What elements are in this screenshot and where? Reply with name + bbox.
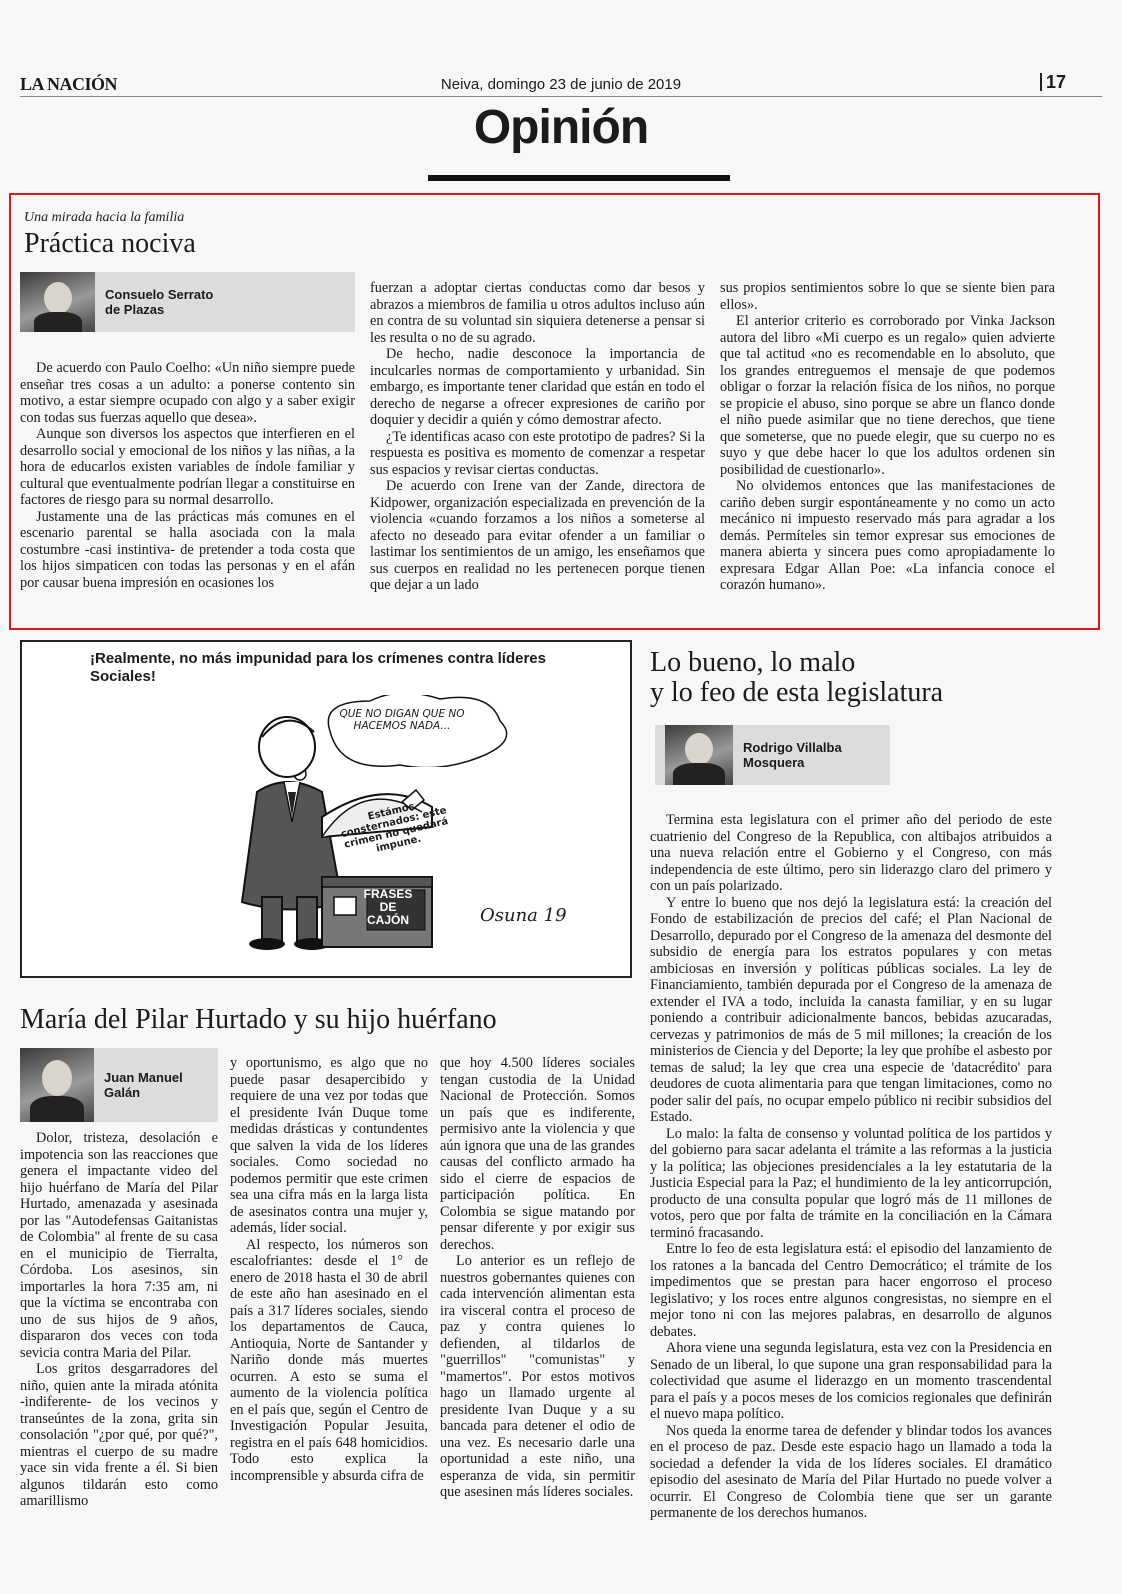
paragraph: Ahora viene una segunda legislatura, esta vez con la Presidencia en Senado de un liberal, lo que supone una gran responsabilidad para la colectividad que asume el liderazgo en un momento trascendental para el país y a pocos meses de los comicios regionales que definirán el nuevo mapa político. <box>650 1340 1052 1422</box>
author-photo <box>20 1048 94 1122</box>
paragraph: ¿Te identificas acaso con este prototipo de padres? Si la respuesta es positiva es momento de comenzar a respetar sus espacios y revisar ciertas conductas. <box>370 428 705 478</box>
paragraph: El anterior criterio es corroborado por Vinka Jackson autora del libro «Mi cuerpo es un regalo» quien advierte que tal actitud «no es recomendable en lo absoluto, que los grandes entreguemos el mensaje de que podemos obligar o forzar la relación física de los niños, no porque se propicie el abuso, sino porque se abre un flanco donde el niño puede asimilar que no tiene derechos, que tiene que someterse, que no puede elegir, que su cuerpo no es suyo y que debe hacer lo que los adultos ordenen sin posibilidad de cuestionarlo». <box>720 313 1055 478</box>
paragraph: sus propios sentimientos sobre lo que se siente bien para ellos». <box>720 280 1055 313</box>
article2-title: María del Pilar Hurtado y su hijo huérfano <box>20 1004 497 1035</box>
article1-title: Práctica nociva <box>24 228 196 259</box>
paragraph: Y entre lo bueno que nos dejó la legislatura está: la creación del Fondo de estabilización de precios del café; el Plan Nacional de Desarrollo, depurado por el Congreso de la amenaza del desmonte del subsidio de energía para los estratos populares y con metas ambiciosas en inversión y políticas públicas sociales. La ley de Financiamiento, también depurada por el Congreso de la amenaza de extender el IVA a todo, incluida la canasta familiar, y en su lugar poniendo a contribuir adicionalmente bancos, bebidas azucaradas, cervezas y patrimonios de más de 5 mil millones; la creación de los ministerios de Ciencia y del Deporte; la ley que prohíbe el asbesto por temas de salud; la ley que crea una especie de 'datacrédito' para deudores de cuota alimentaria para que tengan limitaciones, como no poder salir del país, no ocupar empelo público ni recibir subsidios del Estado. <box>650 894 1052 1125</box>
article1-kicker: Una mirada hacia la familia <box>24 210 185 225</box>
article1-author: Consuelo Serrato de Plazas <box>105 287 214 317</box>
chest-label: Estámos consternados: este crimen no quedará impune. <box>339 801 450 855</box>
article2-column-2 <box>230 1055 428 1484</box>
author-photo <box>20 272 95 332</box>
article1-column-2 <box>370 280 705 594</box>
paragraph: Al respecto, los números son escalofriantes: desde el 1° de enero de 2018 hasta el 30 de abril de este año han asesinado en el país a 317 líderes sociales, siendo los departamentos de Cauca, Antioquia, Norte de Santander y Nariño donde más muertes ocurren. A esto se suma el aumento de la violencia política en el país que, según el Centro de Investigación Popular Jesuita, registra en el país 648 homicidios. Todo esto explica la incomprensible y absurda cifra de <box>230 1236 428 1484</box>
article3-byline <box>655 725 890 785</box>
masthead-divider <box>20 96 1102 97</box>
paragraph: De acuerdo con Irene van der Zande, directora de Kidpower, organización especializada en prevención de la violencia «cuando forzamos a los niños a someterse al afecto no deseado para evitar ofender a un familiar o lastimar los sentimientos de un amigo, les enseñamos que sus cuerpos en realidad no les pertenecen porque tienen que dejar a un lado <box>370 478 705 593</box>
cartoonist-signature: Osuna 19 <box>480 905 567 926</box>
page-number: 17 <box>1040 73 1066 91</box>
paragraph: Termina esta legislatura con el primer año del periodo de este cuatrienio del Congreso de la Republica, con altibajos atribuidos a una nueva relación entre el Gobierno y el Congreso, con más independencia de este último, pero sin liderazgo claro del primero y con un país polarizado. <box>650 812 1052 894</box>
paragraph: Dolor, tristeza, desolación e impotencia son las reacciones que genera el impactante video del hijo huérfano de María del Pilar Hurtado, amenazada y asesinada por las "Autodefensas Gaitanistas de Colombia" al frente de su casa en el municipio de Tierralta, Córdoba. Los asesinos, sin importarles la hora 7:35 am, ni que la víctima se encontraba con uno de sus hijos de 9 años, dispararon dos veces con toda sevicia contra Maria del Pilar. <box>20 1130 218 1361</box>
section-rule <box>428 175 730 181</box>
newspaper-logo: LA NACIÓN <box>20 74 118 94</box>
paragraph: Lo malo: la falta de consenso y voluntad política de los partidos y del gobierno para sacar adelanta el trámite a las reformas a la justicia y la política; las objeciones presidenciales a la ley estatutaria de la Justicia Especial para la Paz; el hundimiento de la ley anticorrupción, producto de una consulta popular que logró más de 11 millones de votos, pero que por falta de trámite en la conciliación en la Cámara terminó fracasando. <box>650 1125 1052 1241</box>
article2-column-1 <box>20 1130 218 1510</box>
author-photo <box>665 725 733 785</box>
paragraph: Nos queda la enorme tarea de defender y blindar todos los avances en el proceso de paz. Desde este espacio hago un llamado a toda la sociedad a defender la vida de los líderes sociales. El dramático episodio del asesinato de María del Pilar Hurtado no puede volver a ocurrir. El Congreso de Colombia tiene que ser un garante permanente de los derechos humanos. <box>650 1422 1052 1521</box>
paragraph: De hecho, nadie desconoce la importancia de inculcarles normas de comportamiento y urbanidad. Sin embargo, es importante tener claridad que están en todo el derecho de negarse a ofrecer expresiones de cariño por doquier y decidir a quién y cómo demostrar afecto. <box>370 346 705 428</box>
article3-column <box>650 812 1052 1522</box>
editorial-cartoon <box>20 640 632 978</box>
article2-byline <box>20 1048 218 1122</box>
paragraph: que hoy 4.500 líderes sociales tengan custodia de la Unidad Nacional de Protección. Somos un país que es indiferente, permisivo ante la violencia y que aún ignora que una de las grandes causas del conflicto armado ha sido el cierre de espacios de participación política. En Colombia se sigue matando por pensar diferente y por exigir sus derechos. <box>440 1055 635 1253</box>
paragraph: Aunque son diversos los aspectos que interfieren en el desarrollo social y emocional de los niños y las niñas, a la hora de educarlos existen variables de índole familiar y cultural que eventualmente podrían llegar a constituirse en factores de riesgo para su normal desarrollo. <box>20 426 355 508</box>
paragraph: y oportunismo, es algo que no puede pasar desapercibido y requiere de una vez por todas que el presidente Iván Duque tome medidas drásticas y contundentes que salven la vida de los líderes sociales. Como sociedad no podemos permitir que este crimen sea una cifra más en la larga lista de asesinatos contra una mujer y, además, líder social. <box>230 1055 428 1236</box>
article1-column-1 <box>20 360 355 591</box>
chest-brand: FRASES DE CAJÓN <box>363 887 413 927</box>
paragraph: De acuerdo con Paulo Coelho: «Un niño siempre puede enseñar tres cosas a un adulto: a ponerse contento sin motivo, a estar siempre ocupado con algo y a saber exigir con todas sus fuerzas aquello que desea». <box>20 360 355 426</box>
article2-column-3 <box>440 1055 635 1501</box>
article3-title: Lo bueno, lo malo y lo feo de esta legislatura <box>650 647 944 708</box>
paragraph: Entre lo feo de esta legislatura está: el episodio del lanzamiento de los ratones a la bancada del Centro Democrático; el trámite de los impedimentos que se prestan para hacer engorroso el proceso legislativo; y los roces entre algunos congresistas, no siempre en el mejor tono ni con las mejores palabras, en desarrollo de algunos debates. <box>650 1241 1052 1340</box>
article1-byline <box>20 272 355 332</box>
article2-author: Juan Manuel Galán <box>104 1070 183 1100</box>
paragraph: Justamente una de las prácticas más comunes en el escenario parental se halla asociada con la mala costumbre -casi instintiva- de pretender a toda costa que los hijos simpaticen con todas las personas y en el afán por causar buena impresión en ocasiones los <box>20 508 355 591</box>
paragraph: No olvidemos entonces que las manifestaciones de cariño deben surgir espontáneamente y no como un acto mecánico ni impuesto reservado más para agradar a los demás. Permíteles sin temor expresar sus emociones de manera abierta y sincera pues como apropiadamente lo expresara Edgar Allan Poe: «La infancia conoce el corazón humano». <box>720 478 1055 593</box>
section-title: Opinión <box>473 101 649 154</box>
paragraph: Lo anterior es un reflejo de nuestros gobernantes quienes con cada intervención alimentan esta ira visceral contra el proceso de paz y contra quienes lo defienden, al tildarlos de "guerrillos" "comunistas" y "mamertos". Por estos motivos hago un llamado urgente al presidente Ivan Duque y a su bancada para detener el odio de una vez. Es necesario darle una oportunidad a este niño, una esperanza de vida, sin permitir que asesinen más líderes sociales. <box>440 1253 635 1500</box>
paragraph: Los gritos desgarradores del niño, quien ante la mirada atónita -indiferente- de los vecinos y transeúntes de la zona, grita sin consolación "¿por qué, por qué?", mientras el cuerpo de su madre yace sin vida frente a él. Si bien algunos tildarán esto como amarillismo <box>20 1361 218 1509</box>
speech-bubble-text: QUE NO DIGAN QUE NO HACEMOS NADA... <box>339 708 465 732</box>
paragraph: fuerzan a adoptar ciertas conductas como dar besos y abrazos a miembros de familia u otros adultos incluso aún en contra de su voluntad sin siquiera detenerse a pensar si les resulta o no de su agrado. <box>370 280 705 346</box>
article1-column-3 <box>720 280 1055 594</box>
article3-author: Rodrigo Villalba Mosquera <box>743 740 842 770</box>
issue-date: Neiva, domingo 23 de junio de 2019 <box>440 76 682 93</box>
cartoon-caption: ¡Realmente, no más impunidad para los crímenes contra líderes Sociales! <box>90 650 546 685</box>
